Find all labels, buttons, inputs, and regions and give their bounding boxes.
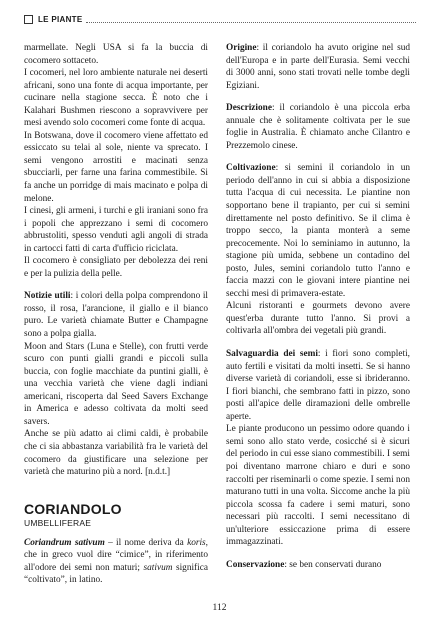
- notes-label: Notizie utili: [24, 291, 71, 302]
- notes-paragraph: [24, 290, 208, 340]
- paragraph: In Botswana, dove il cocomero viene affettato ed essiccato su telai al sole, niente va sprecato. I semi vengono arrostiti e macinati senza sbucciarli, per farne una farina commestibile. Si fa anche un porridge di mais macinato e polpa di melone.: [24, 130, 208, 204]
- seed-saving-text: : i fiori sono completi, auto fertili e visitati da molti insetti. Se si hanno diverse varietà di coriandoli, esse si ibrideranno. I fiori bianchi, che sembrano fatti in pizzo, sono posti all'apice delle diramazioni delle ombrelle aperte.: [226, 349, 411, 422]
- paragraph: Anche se più adatto ai climi caldi, è probabile che ci sia abbastanza variabilità fra le varietà del cocomero da giustificare una selezione per varietà che maturino più a nord. [n.d.t.]: [24, 429, 208, 478]
- section-subtitle: UMBELLIFERAE: [24, 517, 92, 528]
- page-number: 112: [212, 603, 227, 613]
- paragraph: Alcuni ristoranti e gourmets devono avere quest'erba durante tutto l'anno. Si provi a coltivarla all'ombra dei vegetali più grandi.: [226, 301, 410, 337]
- cultivation-paragraph: [226, 162, 410, 300]
- seed-saving-paragraph: [226, 348, 410, 423]
- paragraph: I cocomeri, nel loro ambiente naturale nei deserti africani, sono una fonte di acqua importante, per cucinare nella stagione secca. È noto che i Kalahari Bushmen riescono a sopravvivere per mesi avendo solo cocomeri come fonte di acqua.: [24, 68, 208, 129]
- paragraph: Il cocomero è consigliato per debolezza dei reni e per la pulizia della pelle.: [24, 256, 208, 279]
- description-paragraph: [226, 102, 410, 152]
- origin-text: : il coriandolo ha avuto origine nel sud dell'Europa e in parte dell'Eurasia. Semi vecchi di 3000 anni, sono stati trovati nelle tombe degli Egiziani.: [226, 43, 410, 91]
- header-square-icon: [24, 15, 33, 24]
- left-column: [24, 42, 208, 587]
- intro-text: significa “coltivato”, in latino.: [24, 562, 208, 586]
- cultivation-label: Coltivazione: [226, 163, 276, 174]
- intro-text: , che in greco vuol dire “cimice”, in riferimento all'odore dei semi non maturi;: [24, 537, 208, 573]
- paragraph: marmellate. Negli USA si fa la buccia di cocomero sottaceto.: [24, 43, 208, 66]
- conservation-label: Conservazione: [226, 559, 285, 570]
- right-column: [226, 42, 410, 571]
- paragraph: Moon and Stars (Luna e Stelle), con frutti verde scuro con punti gialli grandi e piccoli sulla buccia, con foglie macchiate da puntini gialli, è una vecchia varietà che viene dagli indiani americani, riscoperta dal Seed Savers Exchange in America e adesso coltivata da molti seed savers.: [24, 341, 208, 427]
- section-title: CORIANDOLO: [24, 500, 122, 517]
- intro-paragraph: [24, 537, 208, 587]
- origin-paragraph: [226, 42, 410, 92]
- running-header: [24, 12, 416, 26]
- conservation-text: : se ben conservati durano: [284, 559, 382, 570]
- seed-saving-label: Salvaguardia dei semi: [226, 349, 318, 360]
- paragraph: Le piante producono un pessimo odore quando i semi sono allo stato verde, cosicché si è sicuri del periodo in cui esse siano commestibili. I semi poi diventano marrone chiaro e duri e sono raccolti per riseminarli o come spezie. I semi non maturano tutti in una volta. Siccome anche la più piccola scossa fa cadere i semi maturi, sono necessari più raccolti. I semi necessitano di un'ulteriore essiccazione prima di essere immagazzinati.: [226, 424, 410, 548]
- description-text: : il coriandolo è una piccola erba annuale che è solitamente coltivata per le sue foglie in Australia. È chiamato anche Cilantro e Prezzemolo cinese.: [226, 103, 410, 151]
- conservation-paragraph: [226, 559, 410, 572]
- paragraph: I cinesi, gli armeni, i turchi e gli iraniani sono fra i popoli che apprezzano i semi di cocomero abbrustoliti, spesso venduti agli angoli di strada in cartocci fatti di carta d'ufficio riciclata.: [24, 206, 208, 254]
- koris-term: koris: [187, 537, 206, 548]
- origin-label: Origine: [226, 43, 257, 53]
- latin-name: Coriandrum sativum: [24, 537, 105, 548]
- notes-text: : i colori della polpa comprendono il rosso, il rosa, l'arancione, il giallo e il bianco puro. Le varietà chiamate Butter e Champagne sono a polpa gialla.: [24, 291, 208, 340]
- intro-text: – il nome deriva da: [104, 537, 188, 548]
- cultivation-text: : si semini il coriandolo in un periodo dell'anno in cui si abbia a disposizione tutta l'acqua di cui necessita. Le piantine non sopportano bene il trapianto, per cui si semini direttamente nel posto definitivo. Se il clima è troppo secco, la pianta monterà a seme precocemente. Noi lo seminiamo in autunno, la stagione più umida, sebbene un contadino del posto, Jules, semini coriandolo tutto l'anno e faccia mazzi con le giovani intere piantine nei secchi mesi di primavera-estate.: [226, 163, 410, 299]
- description-label: Descrizione: [226, 103, 272, 114]
- header-dotted-rule: [86, 16, 416, 23]
- header-title: LE PIANTE: [38, 14, 83, 24]
- sativum-term: sativum: [143, 562, 173, 573]
